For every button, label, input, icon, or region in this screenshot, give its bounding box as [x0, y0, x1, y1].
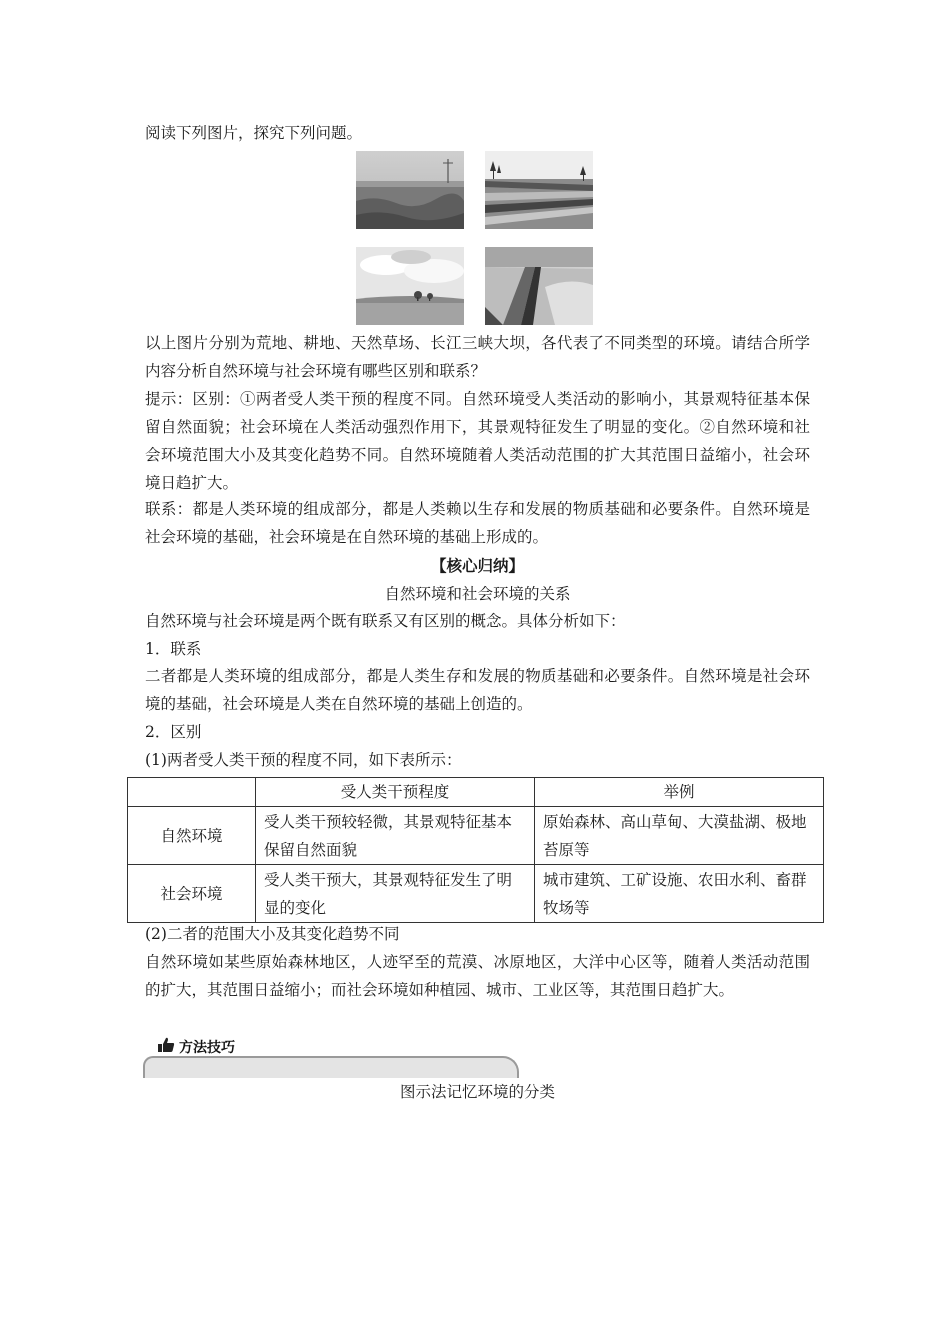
table-header-cell: 举例	[535, 778, 824, 807]
grassland-photo	[356, 247, 464, 325]
section2-sub1: (1)两者受人类干预的程度不同，如下表所示：	[145, 751, 462, 769]
table-row	[128, 807, 824, 865]
wasteland-photo	[356, 151, 464, 229]
three-gorges-dam-photo	[485, 247, 593, 325]
intro-text: 阅读下列图片，探究下列问题。	[145, 124, 363, 142]
core-heading: 【核心归纳】	[430, 556, 524, 575]
table-row-header: 社会环境	[128, 865, 256, 923]
section1-heading: 1．联系	[145, 640, 202, 658]
core-title: 自然环境和社会环境的关系	[384, 585, 571, 603]
thumbs-up-icon	[157, 1037, 175, 1057]
question-text: 以上图片分别为荒地、耕地、天然草场、长江三峡大坝，各代表了不同类型的环境。请结合所学内容分析自然环境与社会环境有哪些区别和联系？	[145, 334, 810, 380]
table-row-header: 自然环境	[128, 807, 256, 865]
method-banner	[143, 1056, 519, 1078]
core-intro: 自然环境与社会环境是两个既有联系又有区别的概念。具体分析如下：	[145, 612, 626, 630]
table-cell: 原始森林、高山草甸、大漠盐湖、极地苔原等	[535, 807, 824, 865]
table-header-row	[128, 778, 824, 807]
table-cell: 城市建筑、工矿设施、农田水利、畜群牧场等	[535, 865, 824, 923]
comparison-table	[127, 777, 824, 923]
method-title: 图示法记忆环境的分类	[399, 1083, 555, 1101]
section2-sub2-text: 自然环境如某些原始森林地区，人迹罕至的荒漠、冰原地区，大洋中心区等，随着人类活动范围的扩大，其范围日益缩小；而社会环境如种植园、城市、工业区等，其范围日趋扩大。	[145, 953, 810, 999]
method-label-text: 方法技巧	[179, 1040, 235, 1056]
farmland-photo	[485, 151, 593, 229]
table-header-cell	[128, 778, 256, 807]
relation-text: 联系：都是人类环境的组成部分，都是人类赖以生存和发展的物质基础和必要条件。自然环境是社会环境的基础，社会环境是在自然环境的基础上形成的。	[145, 500, 810, 546]
table-cell: 受人类干预大，其景观特征发生了明显的变化	[256, 865, 535, 923]
section2-heading: 2．区别	[145, 723, 202, 741]
table-cell: 受人类干预较轻微，其景观特征基本保留自然面貌	[256, 807, 535, 865]
section2-sub2: (2)二者的范围大小及其变化趋势不同	[145, 925, 400, 943]
method-label	[157, 1037, 235, 1057]
table-row	[128, 865, 824, 923]
section1-text: 二者都是人类环境的组成部分，都是人类生存和发展的物质基础和必要条件。自然环境是社会环境的基础，社会环境是人类在自然环境的基础上创造的。	[145, 667, 810, 713]
hint-text: 提示：区别：①两者受人类干预的程度不同。自然环境受人类活动的影响小，其景观特征基本保留自然面貌；社会环境在人类活动强烈作用下，其景观特征发生了明显的变化。②自然环境和社会环境范围大小及其变化趋势不同。自然环境随着人类活动范围的扩大其范围日益缩小，社会环境日趋扩大。	[145, 390, 810, 492]
table-header-cell: 受人类干预程度	[256, 778, 535, 807]
